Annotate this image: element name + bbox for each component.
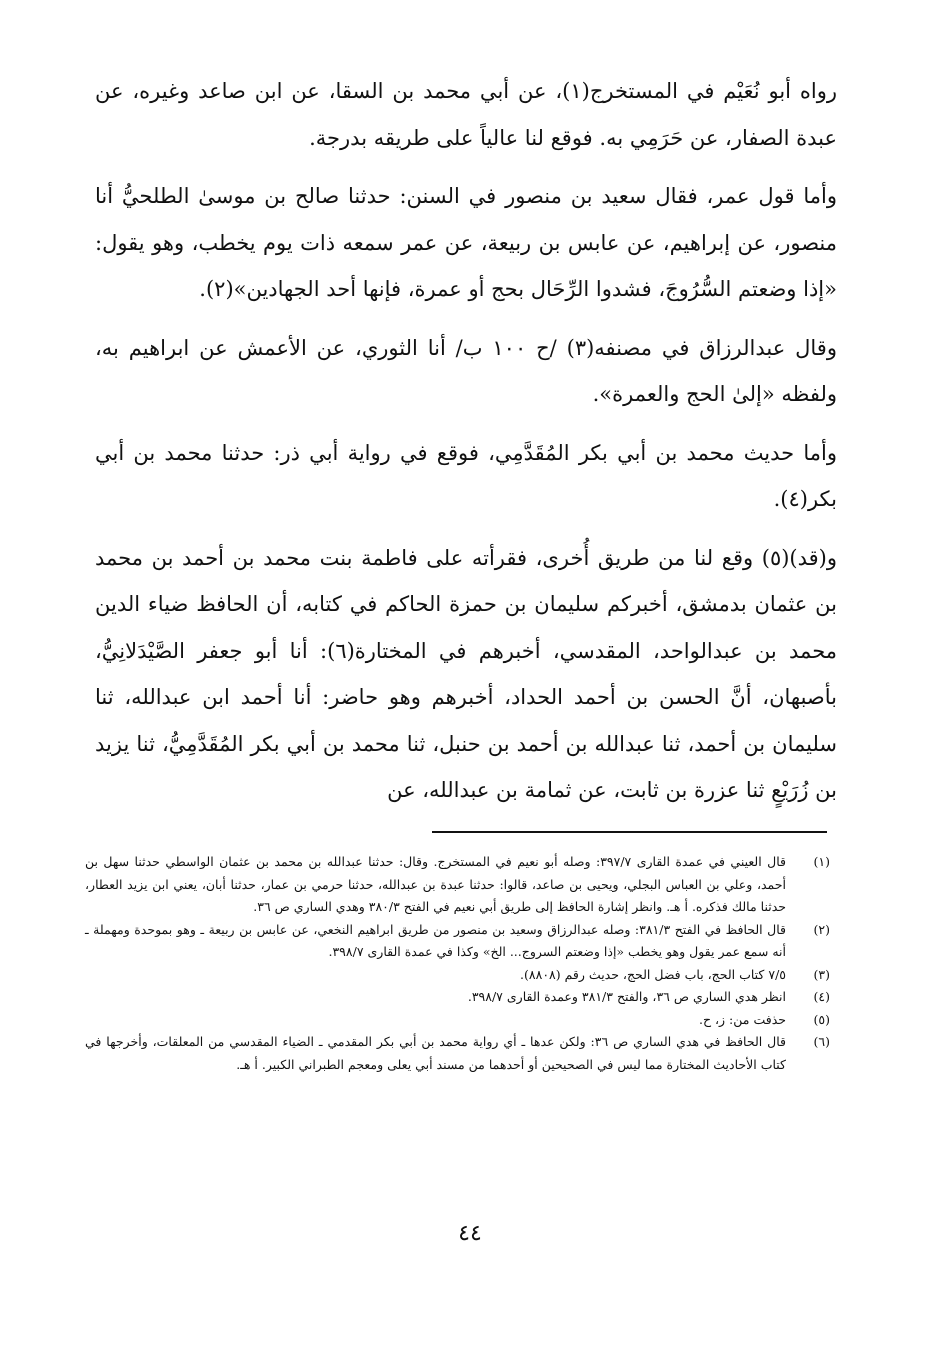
footnote-number: (١)	[813, 854, 830, 869]
paragraph-5: و(قد)(٥) وقع لنا من طريق أُخرى، فقرأته على فاطمة بنت محمد بن أحمد بن محمد بن عثمان بدمشق، أخبركم سليمان بن حمزة الحاكم في كتابه، أن الحافظ ضياء الدين محمد بن عبدالواحد، المقدسي، أخبرهم في المختارة(٦): أنا أبو جعفر الصَّيْدَلانِيُّ، بأصبهان، أنَّ الحسن بن أحمد الحداد، أخبرهم وهو حاضر: أنا أحمد ابن عبدالله، ثنا سليمان بن أحمد، ثنا عبدالله بن أحمد بن حنبل، ثنا محمد بن أبي بكر المُقَدَّمِيُّ، ثنا يزيد بن زُرَيْعٍ ثنا عزرة بن ثابت، عن ثمامة بن عبدالله، عن	[95, 545, 838, 802]
footnote-text: حذفت من: ز، ح.	[699, 1011, 786, 1027]
footnote-number: (٢)	[813, 921, 830, 937]
footnote-1	[85, 851, 830, 919]
paragraph-4: وأما حديث محمد بن أبي بكر المُقَدَّمِي، فوقع في رواية أبي ذر: حدثنا محمد بن أبي بكر(٤).	[95, 440, 837, 511]
footnote-3	[85, 964, 830, 987]
footnote-text: ٧/٥ كتاب الحج، باب فضل الحج، حديث رقم (٨٨٠٨).	[520, 966, 786, 982]
footnote-number: (٣)	[813, 966, 830, 982]
page-number: ٤٤	[458, 1221, 482, 1246]
paragraph-3: وقال عبدالرزاق في مصنفه(٣) /ح ١٠٠ ب/ أنا الثوري، عن الأعمش عن ابراهيم به، ولفظه «إلىٰ الحج والعمرة».	[95, 335, 837, 406]
footnote-4	[85, 986, 830, 1009]
footnote-6	[85, 1031, 830, 1076]
main-text	[95, 68, 837, 826]
footnotes	[85, 851, 830, 1076]
footnote-2	[85, 919, 830, 964]
footnote-text: قال الحافظ في الفتح ٣٨١/٣: وصله عبدالرزاق وسعيد بن منصور من طريق ابراهيم النخعي، عن عابس بن ربيعة ـ وهو بموحدة ومهملة ـ أنه سمع عمر يقول وهو يخطب «إذا وضعتم السروج... الخ» وكذا في عمدة القارى ٣٩٨/٧.	[85, 921, 786, 959]
paragraph-1: رواه أبو نُعَيْم في المستخرج(١)، عن أبي محمد بن السقا، عن ابن صاعد وغيره، عن عبدة الصفار، عن حَرَمِي به. فوقع لنا عالياً على طريقه بدرجة.	[95, 79, 838, 150]
footnote-separator	[432, 831, 827, 833]
footnote-text: قال الحافظ في هدي الساري ص ٣٦: ولكن عدها ـ أي رواية محمد بن أبي بكر المقدمي ـ الضياء المقدسي من المعلقات، وأخرجها في كتاب الأحاديث المختارة مما ليس في الصحيحين أو أحدهما من مسند أبي يعلى ومعجم الطبراني الكبير. أ هـ.	[85, 1034, 786, 1072]
footnote-text: انظر هدي الساري ص ٣٦، والفتح ٣٨١/٣ وعمدة القارى ٣٩٨/٧.	[467, 989, 786, 1004]
footnote-number: (٥)	[813, 1011, 830, 1027]
footnote-number: (٦)	[813, 1034, 830, 1049]
footnote-5	[85, 1009, 830, 1032]
footnote-text: قال العيني في عمدة القارى ٣٩٧/٧: وصله أبو نعيم في المستخرج. وقال: حدثنا عبدالله بن محمد بن عثمان الواسطي حدثنا سهل بن أحمد، وعلي بن العباس البجلي، ويحيى بن صاعد، قالوا: حدثنا عبدة بن عبدالله، حدثنا حرمي بن عمار، حدثنا أبان، يعني ابن يزيد العطار، حدثنا مالك فذكره. أ هـ. وانظر إشارة الحافظ إلى طريق أبي نعيم في الفتح ٣٨٠/٣ وهدي الساري ص ٣٦.	[85, 854, 786, 914]
paragraph-2: وأما قول عمر، فقال سعيد بن منصور في السنن: حدثنا صالح بن موسىٰ الطلحيُّ أنا منصور، عن إبراهيم، عن عابس بن ربيعة، عن عمر سمعه ذات يوم يخطب، وهو يقول: «إذا وضعتم السُّرُوجَ، فشدوا الرِّحَال بحج أو عمرة، فإنها أحد الجهادين»(٢).	[95, 184, 837, 301]
footnote-number: (٤)	[813, 989, 830, 1004]
